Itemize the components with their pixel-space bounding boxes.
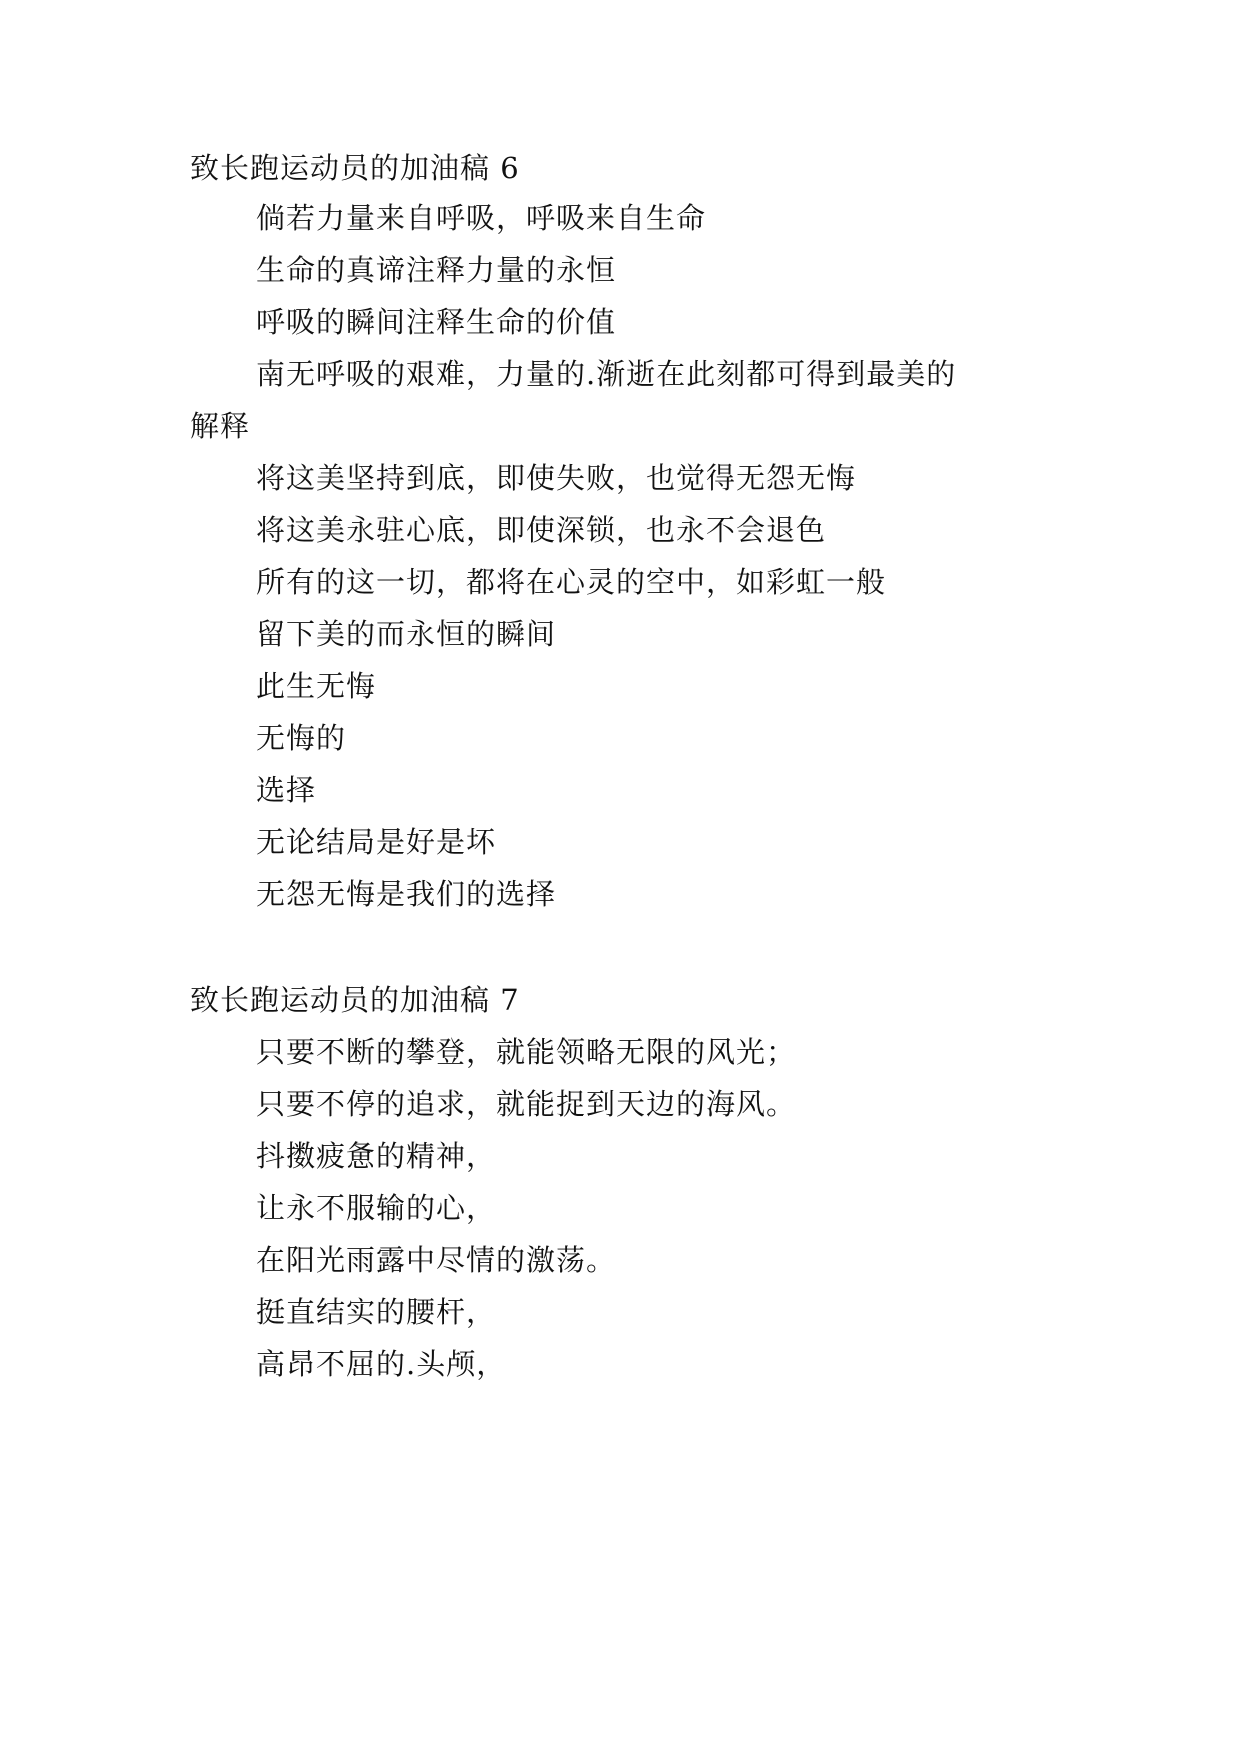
text-line: 解释 <box>190 409 251 443</box>
text-line: 无悔的 <box>256 721 347 755</box>
text-line: 南无呼吸的艰难，力量的.渐逝在此刻都可得到最美的 <box>256 357 957 391</box>
text-line: 倘若力量来自呼吸，呼吸来自生命 <box>256 201 707 235</box>
text-line: 此生无悔 <box>256 669 377 703</box>
text-line: 所有的这一切，都将在心灵的空中，如彩虹一般 <box>256 565 887 599</box>
text-line: 只要不停的追求，就能捉到天边的海风。 <box>256 1087 797 1121</box>
text-line: 只要不断的攀登，就能领略无限的风光； <box>256 1035 797 1069</box>
text-line: 选择 <box>256 773 317 807</box>
text-line: 挺直结实的腰杆， <box>256 1295 497 1329</box>
text-line: 将这美坚持到底，即使失败，也觉得无怨无悔 <box>256 461 857 495</box>
text-line: 将这美永驻心底，即使深锁，也永不会退色 <box>256 513 827 547</box>
text-line: 无怨无悔是我们的选择 <box>256 877 557 911</box>
text-line: 呼吸的瞬间注释生命的价值 <box>256 305 617 339</box>
text-line: 无论结局是好是坏 <box>256 825 497 859</box>
text-line: 让永不服输的心， <box>256 1191 497 1225</box>
text-line: 抖擞疲惫的精神， <box>256 1139 497 1173</box>
text-line: 高昂不屈的.头颅， <box>256 1347 507 1381</box>
text-line: 生命的真谛注释力量的永恒 <box>256 253 617 287</box>
text-line: 在阳光雨露中尽情的激荡。 <box>256 1243 617 1277</box>
section-heading: 致长跑运动员的加油稿 7 <box>190 983 520 1017</box>
text-line: 留下美的而永恒的瞬间 <box>256 617 557 651</box>
section-heading: 致长跑运动员的加油稿 6 <box>190 151 520 185</box>
